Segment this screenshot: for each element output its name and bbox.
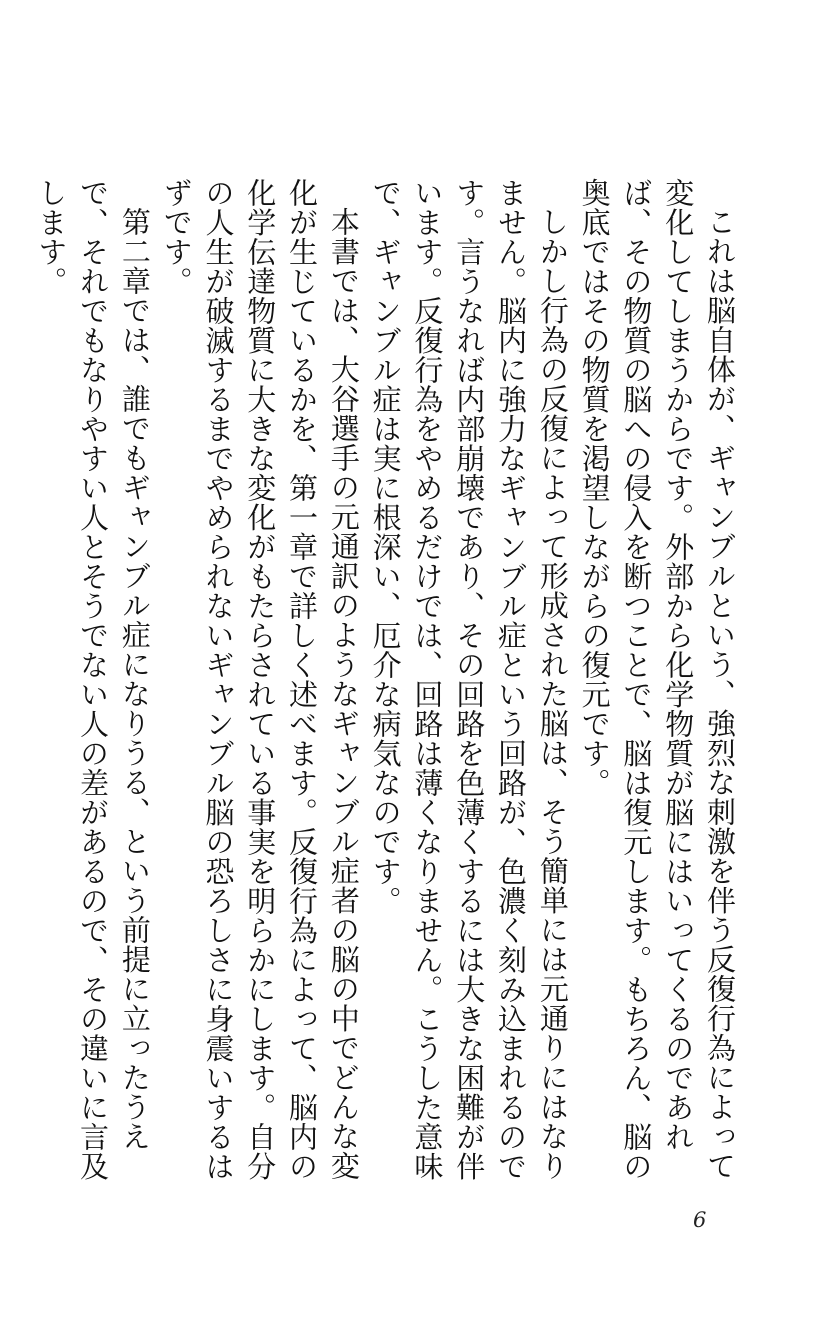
paragraph-1: これは脳自体が、ギャンブルという、強烈な刺激を伴う反復行為によって変化してしまうからです。外部から化学物質が脳にはいってくるのであれば、その物質の脳への侵入を断つことで、脳は復元します。もちろん、脳の奥底ではその物質を渇望しながらの復元です。 bbox=[577, 178, 737, 1181]
paragraph-3: 本書では、大谷選手の元通訳のようなギャンブル症者の脳の中でどんな変化が生じているかを、第一章で詳しく述べます。反復行為によって、脳内の化学伝達物質に大きな変化がもたらされている事実を明らかにします。自分の人生が破滅するまでやめられないギャンブル脳の恐ろしさに身震いするはずです。 bbox=[159, 178, 361, 1181]
paragraph-4: 第二章では、誰でもギャンブル症になりうる、という前提に立ったうえで、それでもなりやすい人とそうでない人の差があるので、その違いに言及します。 bbox=[34, 178, 152, 1181]
paragraph-2: しかし行為の反復によって形成された脳は、そう簡単には元通りにはなりません。脳内に強力なギャンブル症という回路が、色濃く刻み込まれるのです。言うなれば内部崩壊であり、その回路を色薄くするには大きな困難が伴います。反復行為をやめるだけでは、回路は薄くなりません。こうした意味で、ギャンブル症は実に根深い、厄介な病気なのです。 bbox=[368, 178, 570, 1181]
page-number: 6 bbox=[693, 1208, 707, 1232]
vertical-text-block bbox=[34, 178, 740, 1208]
